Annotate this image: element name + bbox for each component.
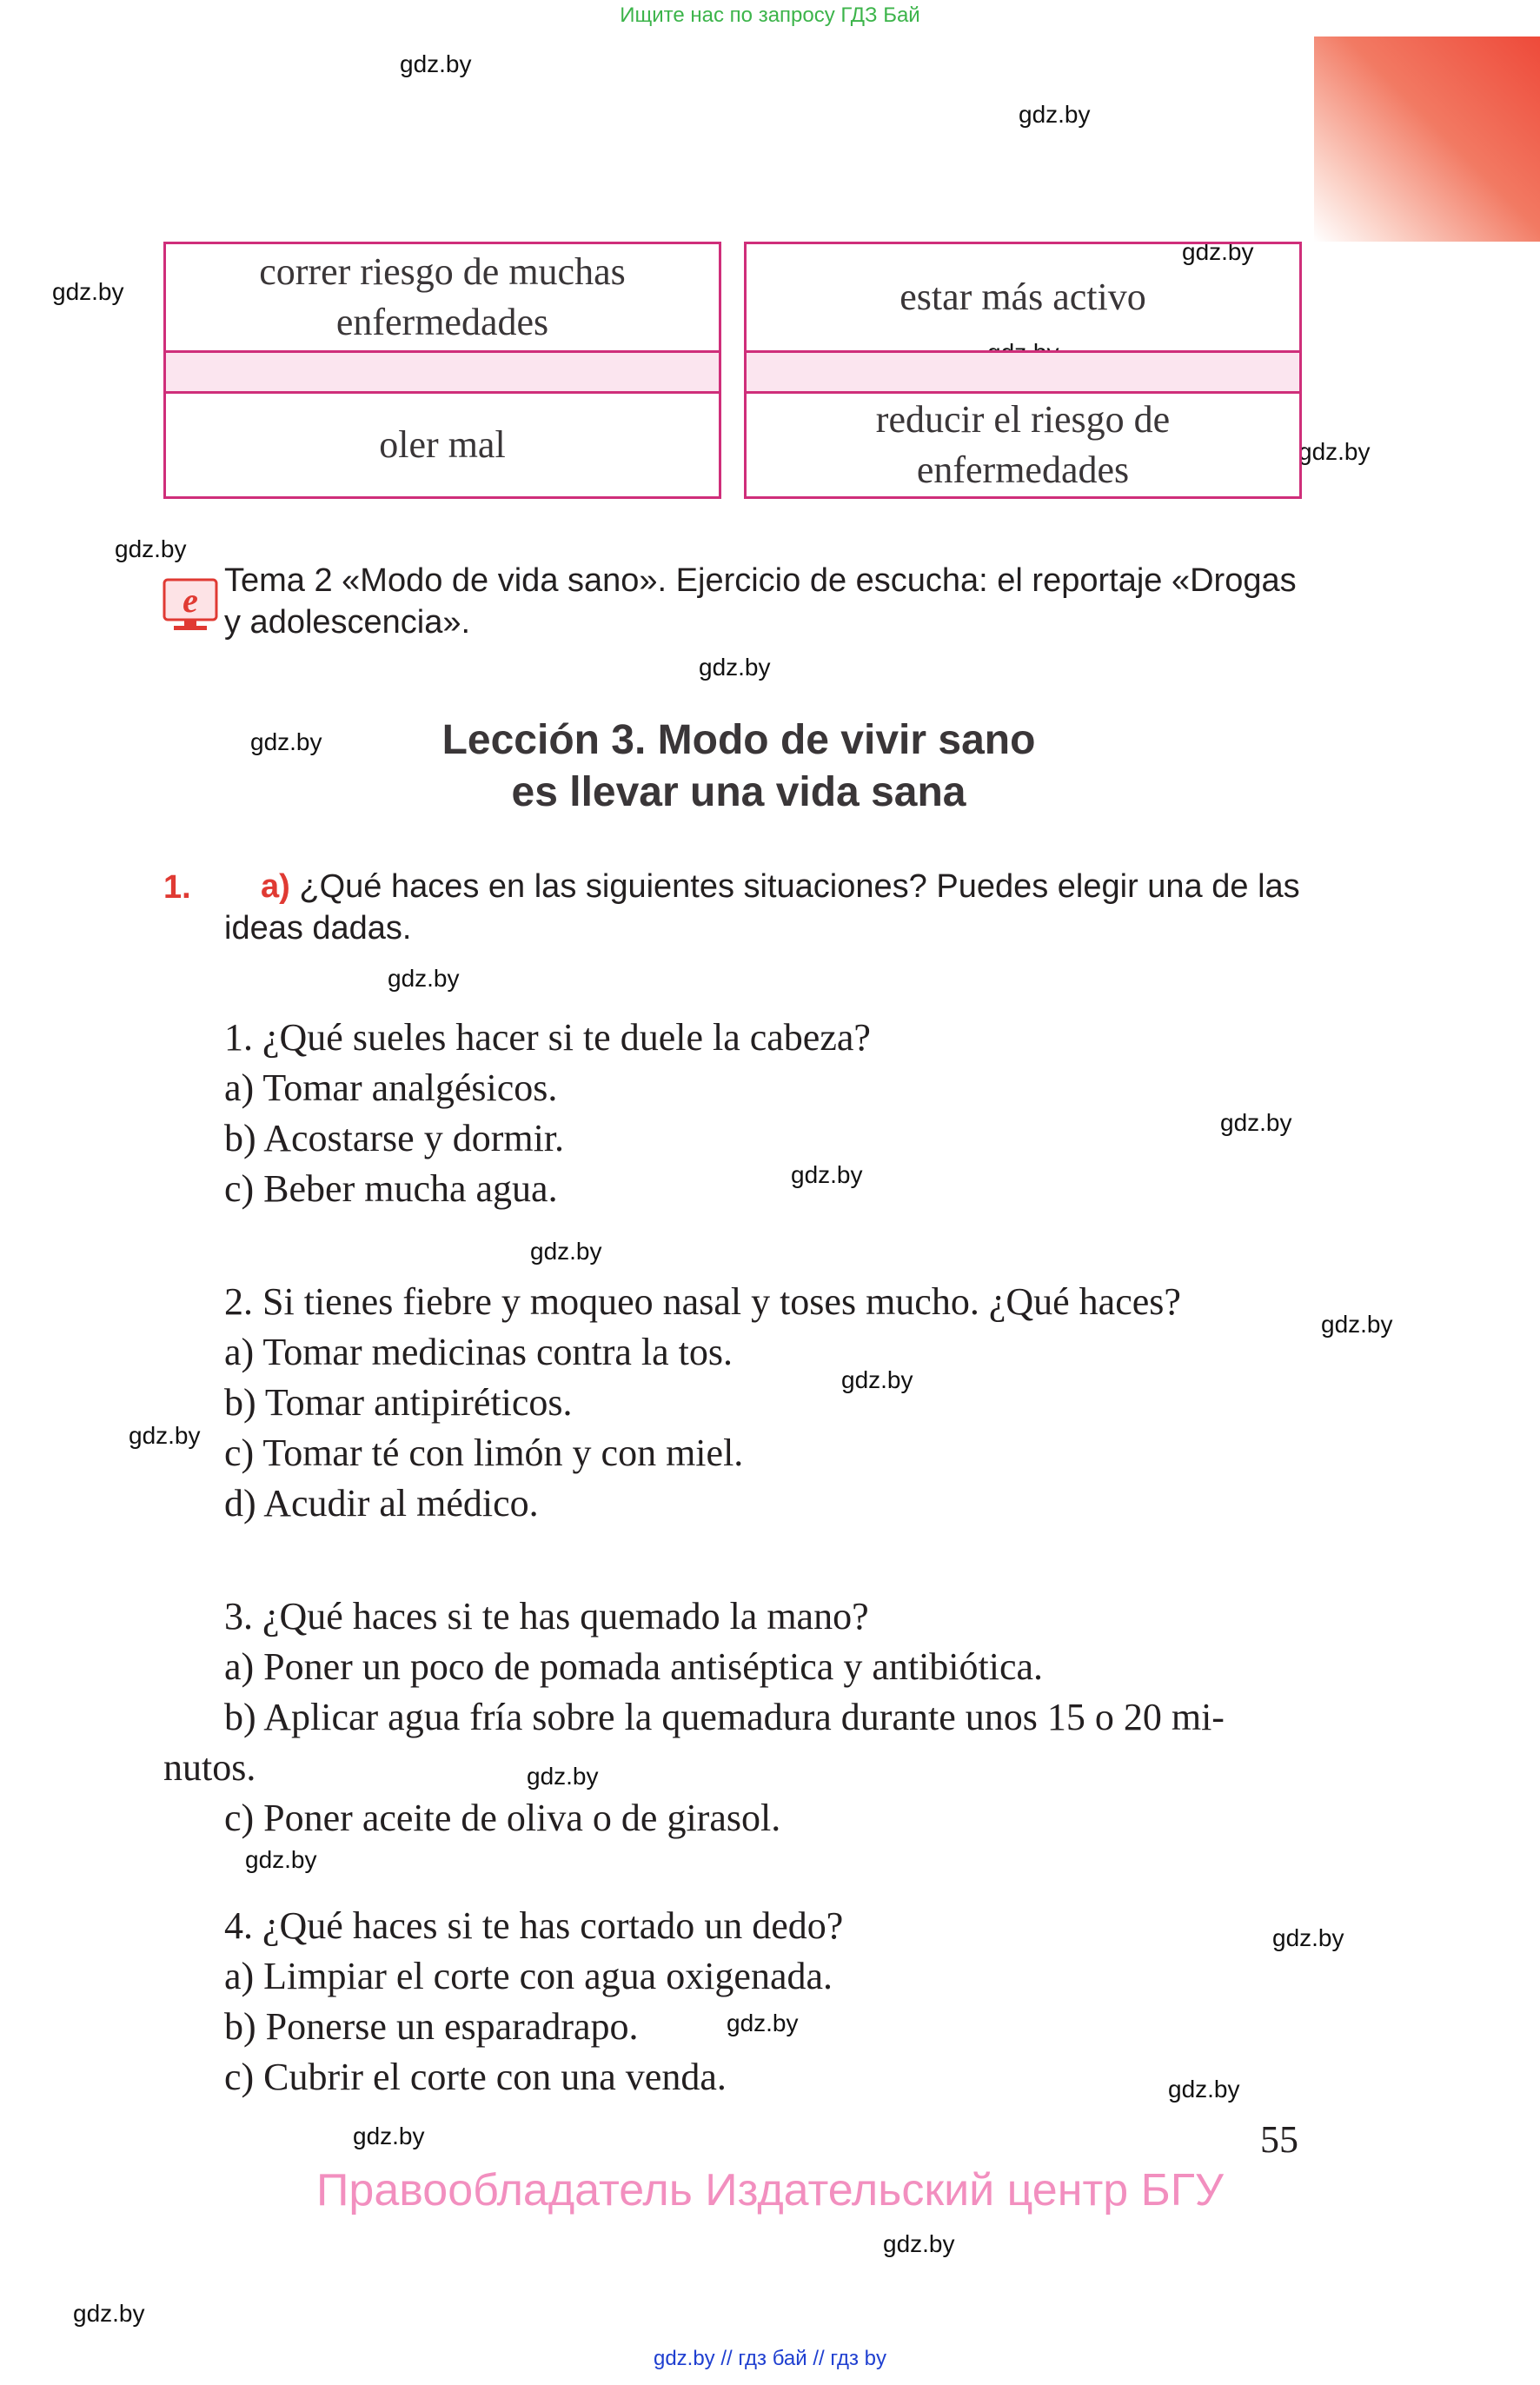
phrase-box: reducir el riesgo de enfermedades — [744, 391, 1302, 499]
watermark: gdz.by — [400, 50, 472, 77]
watermark: gdz.by — [841, 1366, 913, 1393]
watermark: gdz.by — [1019, 101, 1091, 128]
exercise-part: a) — [261, 868, 290, 905]
watermark: gdz.by — [527, 1763, 599, 1790]
phrase-box: estar más activo — [744, 242, 1302, 353]
watermark: gdz.by — [1168, 2076, 1240, 2103]
answer-option: b) Tomar antipiréticos. — [224, 1381, 573, 1424]
box-divider-band — [163, 350, 721, 394]
footer-links[interactable]: gdz.by // гдз бай // гдз by — [653, 2347, 887, 2370]
answer-option: c) Cubrir el corte con una venda. — [224, 2056, 727, 2098]
watermark: gdz.by — [1298, 438, 1371, 465]
watermark: gdz.by — [1182, 238, 1254, 265]
answer-option: a) Limpiar el corte con agua oxigenada. — [224, 1955, 833, 1997]
watermark: gdz.by — [1272, 1924, 1344, 1951]
lesson-title-line: es llevar una vida sana — [511, 769, 966, 815]
watermark: gdz.by — [883, 2230, 955, 2257]
answer-option: a) Tomar analgésicos. — [224, 1066, 558, 1109]
watermark: gdz.by — [388, 965, 460, 992]
watermark: gdz.by — [699, 654, 771, 681]
e-learning-monitor-icon[interactable] — [162, 577, 219, 634]
answer-option: b) Ponerse un esparadrapo. — [224, 2005, 639, 2048]
watermark: gdz.by — [791, 1161, 863, 1188]
corner-tab-decoration — [1314, 37, 1540, 242]
copyright-notice: Правообладатель Издательский центр БГУ — [316, 2165, 1224, 2216]
question: 4. ¿Qué haces si te has cortado un dedo? — [224, 1904, 844, 1947]
answer-option: a) Poner un poco de pomada antiséptica y antibiótica. — [224, 1645, 1044, 1688]
watermark: gdz.by — [1220, 1109, 1292, 1136]
watermark: gdz.by — [115, 535, 187, 562]
phrase-box: oler mal — [163, 391, 721, 499]
phrase-box: correr riesgo de muchas enfermedades — [163, 242, 721, 353]
watermark: gdz.by — [727, 2010, 799, 2036]
question: 2. Si tienes fiebre y moqueo nasal y toses mucho. ¿Qué haces? — [224, 1280, 1181, 1323]
exercise-instruction — [224, 866, 1312, 949]
watermark: gdz.by — [250, 728, 322, 755]
lesson-title — [261, 714, 1217, 819]
answer-option: b) Aplicar agua fría sobre la quemadura durante unos 15 o 20 mi- — [224, 1696, 1225, 1738]
watermark: gdz.by — [129, 1422, 201, 1449]
question: 3. ¿Qué haces si te has quemado la mano? — [224, 1595, 869, 1638]
exercise-number: 1. — [163, 869, 191, 906]
page-number: 55 — [1260, 2118, 1298, 2161]
answer-option: a) Tomar medicinas contra la tos. — [224, 1331, 733, 1373]
top-banner[interactable]: Ищите нас по запросу ГДЗ Бай — [620, 3, 920, 27]
answer-option: c) Beber mucha agua. — [224, 1167, 558, 1210]
watermark: gdz.by — [73, 2300, 145, 2327]
answer-option: d) Acudir al médico. — [224, 1482, 539, 1525]
answer-option-continued: nutos. — [163, 1746, 256, 1789]
e-letter: e — [183, 581, 198, 620]
e-resource-note: Tema 2 «Modo de vida sano». Ejercicio de escucha: el reportaje «Drogas y adolescencia». — [224, 562, 1297, 641]
exercise-instruction-text: ¿Qué haces en las siguientes situaciones? Puedes elegir una de las ideas dadas. — [224, 868, 1300, 947]
answer-option: c) Tomar té con limón y con miel. — [224, 1432, 744, 1474]
lesson-title-line: Lección 3. Modo de vivir sano — [441, 717, 1036, 763]
watermark: gdz.by — [353, 2123, 425, 2149]
question: 1. ¿Qué sueles hacer si te duele la cabeza? — [224, 1016, 871, 1059]
watermark: gdz.by — [1321, 1311, 1393, 1338]
watermark: gdz.by — [52, 278, 124, 305]
box-divider-band — [744, 350, 1302, 394]
answer-option: c) Poner aceite de oliva o de girasol. — [224, 1797, 781, 1839]
answer-option: b) Acostarse y dormir. — [224, 1117, 565, 1159]
watermark: gdz.by — [530, 1238, 602, 1265]
watermark: gdz.by — [245, 1846, 317, 1873]
